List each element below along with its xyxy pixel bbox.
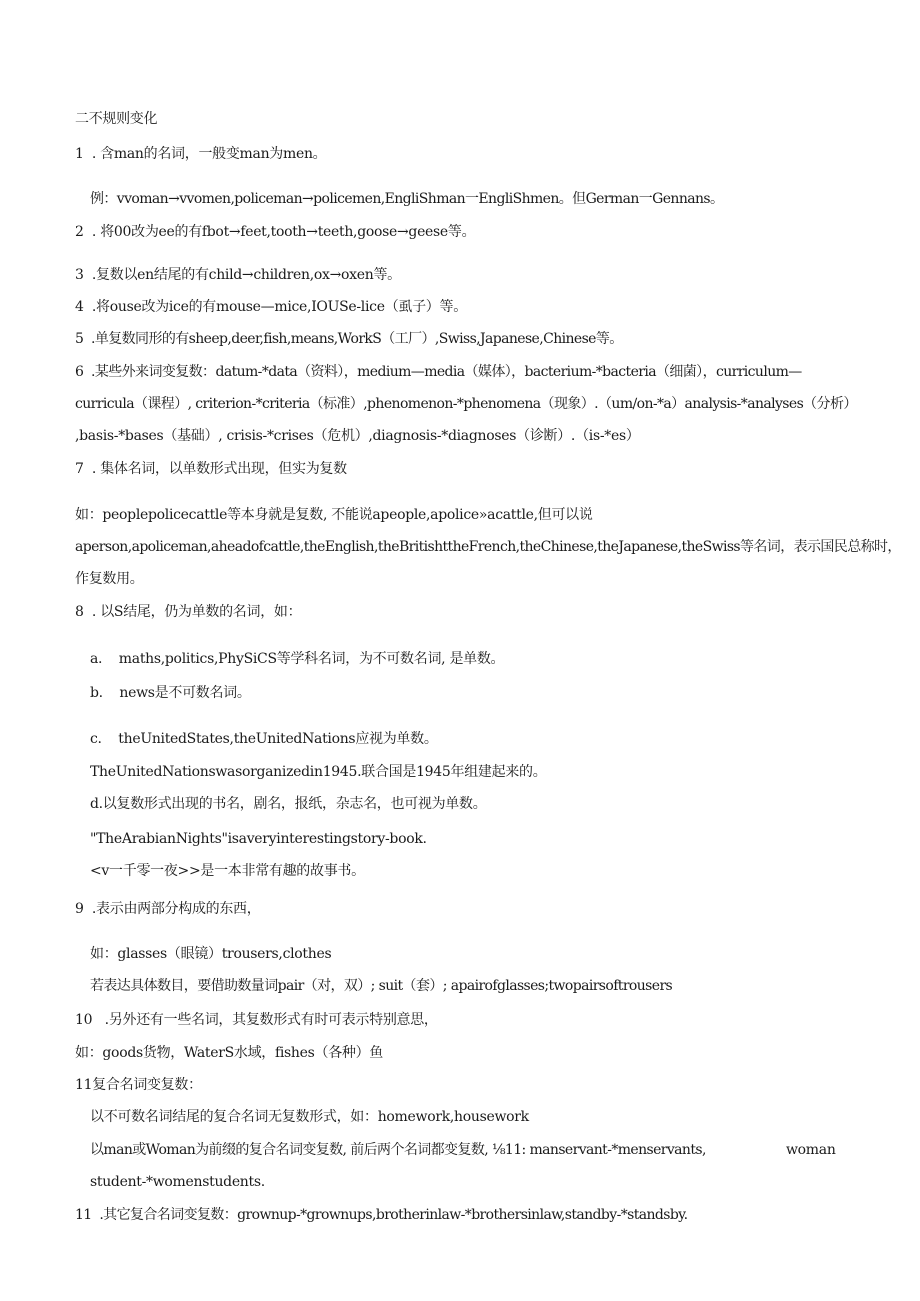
rule-11-line-b: 以man或Woman为前缀的复合名词变复数, 前后两个名词都变复数, ⅛11: manservant-*menservants, bbox=[90, 1142, 706, 1158]
rule-8-item-b: b. news是不可数名词。 bbox=[90, 685, 251, 701]
rule-11-line-b-end: woman bbox=[786, 1142, 836, 1158]
rule-11-line-c: student-*womenstudents. bbox=[90, 1174, 265, 1190]
rule-10: 10 .另外还有一些名词，其复数形式有时可表示特别意思， bbox=[75, 1012, 438, 1028]
rule-11: 11复合名词变复数： bbox=[75, 1077, 202, 1093]
rule-7-example-line-3: 作复数用。 bbox=[75, 571, 144, 587]
rule-8-item-d: d.以复数形式出现的书名，剧名，报纸，杂志名，也可视为单数。 bbox=[90, 796, 487, 812]
section-heading: 二不规则变化 bbox=[75, 111, 158, 127]
rule-9-example: 如：glasses（眼镜）trousers,clothes bbox=[90, 946, 332, 962]
rule-8: 8 . 以S结尾，仍为单数的名词，如： bbox=[75, 604, 302, 620]
rule-3: 3 .复数以en结尾的有child→children,ox→oxen等。 bbox=[75, 267, 401, 283]
rule-11-line-a: 以不可数名词结尾的复合名词无复数形式，如：homework,housework bbox=[90, 1109, 529, 1125]
rule-6-line-3: ,basis-*bases（基础）, crisis-*crises（危机）,diagnosis-*diagnoses（诊断）.（is-*es） bbox=[75, 428, 640, 444]
rule-5: 5 .单复数同形的有sheep,deer,fish,means,WorkS（工厂）,Swiss,Japanese,Chinese等。 bbox=[75, 331, 623, 347]
rule-9: 9 .表示由两部分构成的东西， bbox=[75, 901, 261, 917]
rule-8-item-a: a. maths,politics,PhySiCS等学科名词，为不可数名词, 是单数。 bbox=[90, 651, 505, 667]
rule-6-line-2: curricula（课程）, criterion-*criteria（标准）,phenomenon-*phenomena（现象）.（um∕on-*a）analysis-*analyses（分析） bbox=[75, 396, 857, 412]
rule-7-example-line-2: aperson,apoliceman,aheadofcattle,theEnglish,theBritishttheFrench,theChinese,theJapanese,theSwiss等名词，表示国民总称时， bbox=[75, 539, 901, 555]
rule-10-example: 如：goods货物，WaterS水域，fishes（各种）鱼 bbox=[75, 1045, 384, 1061]
rule-8-item-d-example: "TheArabianNights"isaveryinterestingstory-book. bbox=[90, 831, 427, 847]
rule-8-item-c-example: TheUnitedNationswasorganizedin1945.联合国是1945年组建起来的。 bbox=[90, 764, 547, 780]
rule-8-item-c: c. theUnitedStates,theUnitedNations应视为单数。 bbox=[90, 731, 438, 747]
rule-4: 4 .将ouse改为ice的有mouse—mice,IOUSe-lice（虱子）等。 bbox=[75, 299, 467, 315]
rule-9-example-2: 若表达具体数目，要借助数量词pair（对，双）; suit（套）; apairofglasses;twopairsoftrousers bbox=[90, 978, 673, 994]
rule-7-example-line-1: 如：peoplepolicecattle等本身就是复数, 不能说apeople,apolice»acattle,但可以说 bbox=[75, 507, 593, 523]
rule-1-example: 例：vvoman→vvomen,policeman→policemen,EngliShman一EngliShmen。但German一Gennans。 bbox=[90, 191, 724, 207]
rule-12: 11 .其它复合名词变复数：grownup-*grownups,brotherinlaw-*brothersinlaw,standby-*standsby. bbox=[75, 1207, 688, 1223]
rule-1: 1 . 含man的名词，一般变man为men。 bbox=[75, 146, 327, 162]
rule-2: 2 . 将00改为ee的有fbot→feet,tooth→teeth,goose→geese等。 bbox=[75, 224, 476, 240]
rule-6-line-1: 6 .某些外来词变复数：datum-*data（资料），medium—media（媒体），bacterium-*bacteria（细菌），curriculum— bbox=[75, 364, 802, 380]
rule-8-item-d-translation: <v一千零一夜>>是一本非常有趣的故事书。 bbox=[90, 863, 365, 879]
rule-7: 7 . 集体名词，以单数形式出现，但实为复数 bbox=[75, 461, 347, 477]
